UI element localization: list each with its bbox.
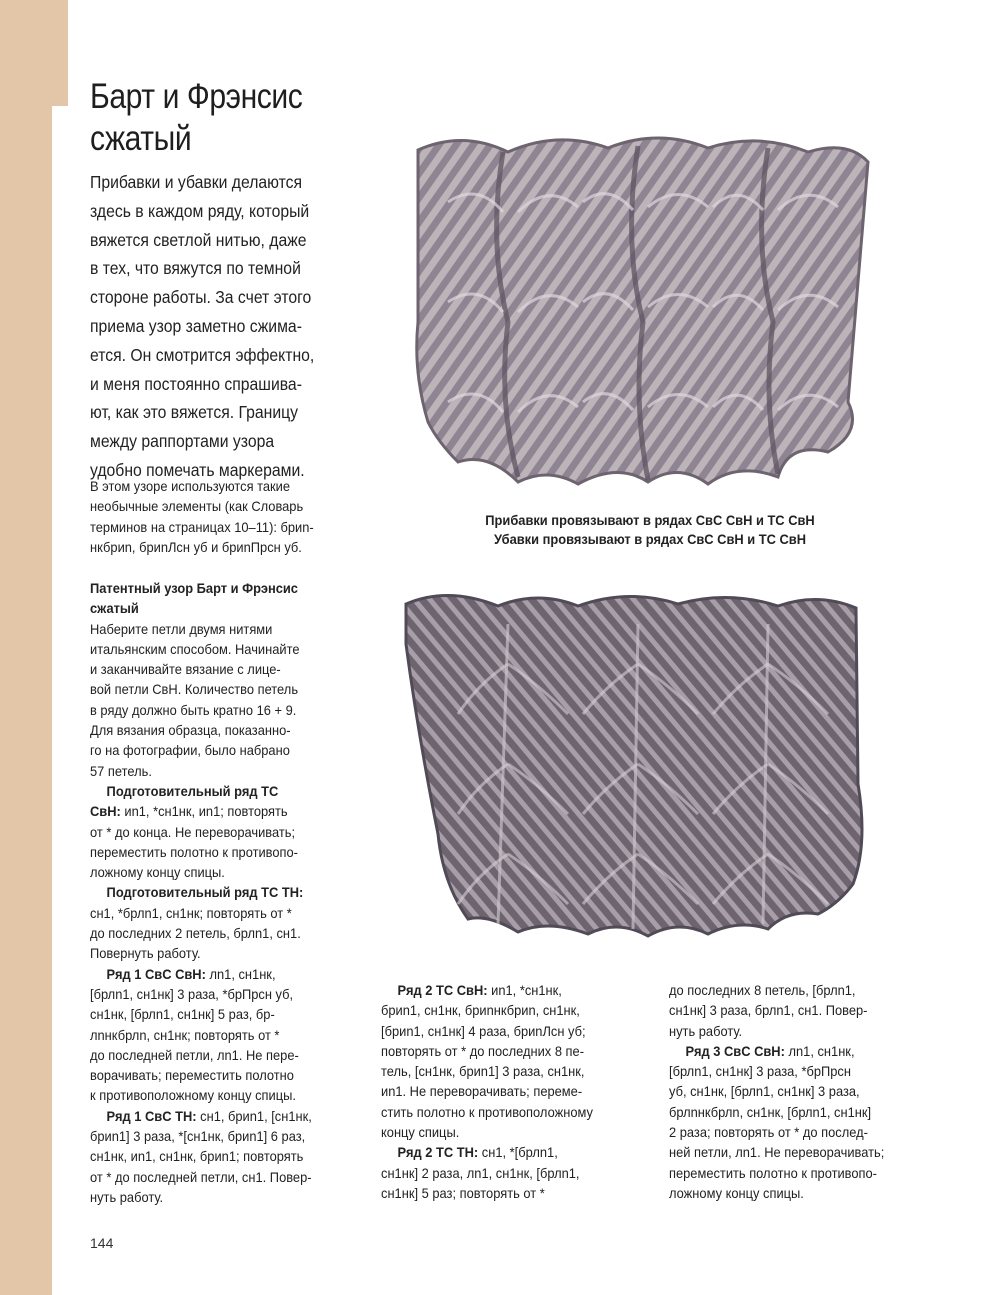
intro-line: приема узор заметно сжима-	[90, 315, 302, 336]
text-line: ложному концу спицы.	[90, 864, 225, 881]
photo-caption	[457, 511, 843, 549]
text-line: концу спицы.	[381, 1124, 460, 1141]
text-line: бриn1, сн1нк, бриnнкбриn, сн1нк,	[381, 1002, 580, 1019]
pattern-instructions-col2	[381, 980, 634, 1203]
text-span: сн1, бриn1, [сн1нк,	[196, 1107, 312, 1124]
text-line: до последней петли, лn1. Не пере-	[90, 1046, 299, 1063]
note-line: терминов на страницах 10–11): бриn-	[90, 518, 314, 535]
text-line: лnнкбрлn, сн1нк; повторять от *	[90, 1026, 280, 1043]
text-line: го на фотографии, было набрано	[90, 742, 290, 759]
row1-dark-label: Ряд 1 СвС ТН:	[106, 1107, 197, 1124]
page-title	[90, 76, 348, 160]
intro-line: в тех, что вяжутся по темной	[90, 258, 301, 279]
intro-line: и меня постоянно спрашива-	[90, 373, 302, 394]
text-line	[669, 1041, 922, 1061]
row1-light-label: Ряд 1 СвС СвН:	[106, 965, 206, 982]
text-line	[90, 964, 357, 984]
title-line: Барт и Фрэнсис	[90, 77, 303, 116]
text-line: нуть работу.	[90, 1188, 164, 1205]
text-line: от * до последней петли, сн1. Повер-	[90, 1168, 312, 1185]
text-line: уб, сн1нк, [брлn1, сн1нк] 3 раза,	[669, 1083, 860, 1100]
text-line: ложному концу спицы.	[669, 1184, 804, 1201]
row2-light-label: Ряд 2 ТС СвН:	[397, 982, 488, 998]
text-line: бриn1] 3 раза, *[сн1нк, бриn1] 6 раз,	[90, 1128, 306, 1145]
text-span: лn1, сн1нк,	[784, 1042, 855, 1059]
text-line: и заканчивайте вязание с лице-	[90, 661, 281, 678]
text-line: переместить полотно к противопо-	[90, 843, 298, 860]
text-line: до последних 8 петель, [брлn1,	[669, 982, 856, 998]
side-band-gap	[52, 106, 68, 1295]
elements-note	[90, 476, 357, 557]
text-line: повторять от * до последних 8 пе-	[381, 1042, 584, 1059]
note-line: необычные элементы (как Словарь	[90, 498, 304, 515]
pattern-instructions-col1	[90, 578, 357, 1207]
intro-line: ется. Он смотрится эффектно,	[90, 344, 315, 365]
text-line: сн1нк, иn1, сн1нк, бриn1; повторять	[90, 1148, 304, 1165]
text-span: иn1, *сн1нк,	[487, 982, 562, 998]
text-line: сн1нк, [брлn1, сн1нк] 5 раз, бр-	[90, 1006, 275, 1023]
text-line: тель, [сн1нк, бриn1] 3 раза, сн1нк,	[381, 1063, 585, 1080]
text-line: сн1, *брлn1, сн1нк; повторять от *	[90, 904, 292, 921]
side-color-band-lower	[0, 106, 52, 1295]
prep-row1-label2: СвН:	[90, 803, 121, 820]
intro-line: ют, как это вяжется. Границу	[90, 402, 299, 423]
swatch-photo-dark-side	[398, 584, 870, 956]
text-line: переместить полотно к противопо-	[669, 1164, 877, 1181]
row3-light-label: Ряд 3 СвС СвН:	[685, 1042, 785, 1059]
intro-line: между раппортами узора	[90, 431, 275, 452]
text-line: иn1. Не переворачивать; переме-	[381, 1083, 583, 1100]
text-line: от * до конца. Не переворачивать;	[90, 823, 296, 840]
pattern-heading: сжатый	[90, 600, 139, 617]
text-span: иn1, *сн1нк, иn1; повторять	[120, 803, 288, 820]
text-line	[381, 1142, 634, 1162]
text-line: 57 петель.	[90, 762, 152, 779]
text-line: стить полотно к противоположному	[381, 1103, 593, 1120]
text-line: сн1нк] 5 раз; повторять от *	[381, 1184, 545, 1201]
text-line: [брлn1, сн1нк] 3 раза, *брПрсн	[669, 1063, 851, 1080]
page-number: 144	[90, 1235, 114, 1251]
text-line: нуть работу.	[669, 1022, 743, 1039]
text-line: 2 раза; повторять от * до послед-	[669, 1124, 868, 1141]
text-line	[90, 1106, 357, 1126]
title-line: сжатый	[90, 119, 192, 158]
text-line: к противоположному концу спицы.	[90, 1087, 296, 1104]
text-line: ней петли, лn1. Не переворачивать;	[669, 1144, 885, 1161]
intro-line: вяжется светлой нитью, даже	[90, 229, 307, 250]
text-line: брлnнкбрлn, сн1нк, [брлn1, сн1нк]	[669, 1103, 872, 1120]
text-line: вой петли СвН. Количество петель	[90, 681, 299, 698]
text-span: лn1, сн1нк,	[205, 965, 276, 982]
intro-line: удобно помечать маркерами.	[90, 459, 305, 480]
caption-line: Прибавки провязывают в рядах СвС СвН и ТС СвН	[485, 512, 815, 528]
prep-row1-label: Подготовительный ряд ТС	[106, 782, 279, 799]
text-line: до последних 2 петель, брлn1, сн1.	[90, 925, 301, 942]
intro-paragraph	[90, 168, 351, 485]
intro-line: здесь в каждом ряду, который	[90, 200, 310, 221]
pattern-instructions-col3	[669, 980, 922, 1203]
text-line	[381, 980, 634, 1000]
pattern-heading: Патентный узор Барт и Фрэнсис	[90, 580, 298, 596]
text-span: сн1, *[брлn1,	[478, 1144, 558, 1161]
row2-dark-label: Ряд 2 ТС ТН:	[397, 1144, 479, 1161]
text-line: Повернуть работу.	[90, 945, 201, 962]
text-line: [бриn1, сн1нк] 4 раза, бриnЛсн уб;	[381, 1022, 586, 1039]
prep-row2-label: Подготовительный ряд ТС ТН:	[106, 884, 304, 901]
text-line: Наберите петли двумя нитями	[90, 620, 273, 637]
text-line: [брлn1, сн1нк] 3 раза, *брПрсн уб,	[90, 985, 294, 1002]
caption-line: Убавки провязывают в рядах СвС СвН и ТС СвН	[493, 531, 807, 547]
text-line: в ряду должно быть кратно 16 + 9.	[90, 701, 297, 718]
intro-line: Прибавки и убавки делаются	[90, 172, 303, 192]
text-line: итальянским способом. Начинайте	[90, 640, 300, 657]
text-line: ворачивать; переместить полотно	[90, 1067, 294, 1084]
text-line	[90, 801, 357, 821]
note-line: нкбриn, бриnЛсн уб и бриnПрсн уб.	[90, 538, 302, 555]
swatch-photo-light-side	[408, 122, 880, 494]
text-line: сн1нк] 2 раза, лn1, сн1нк, [брлn1,	[381, 1164, 580, 1181]
text-line: сн1нк] 3 раза, брлn1, сн1. Повер-	[669, 1002, 868, 1019]
text-line: Для вязания образца, показанно-	[90, 722, 291, 739]
note-line: В этом узоре используются такие	[90, 478, 291, 494]
intro-line: стороне работы. За счет этого	[90, 287, 312, 308]
